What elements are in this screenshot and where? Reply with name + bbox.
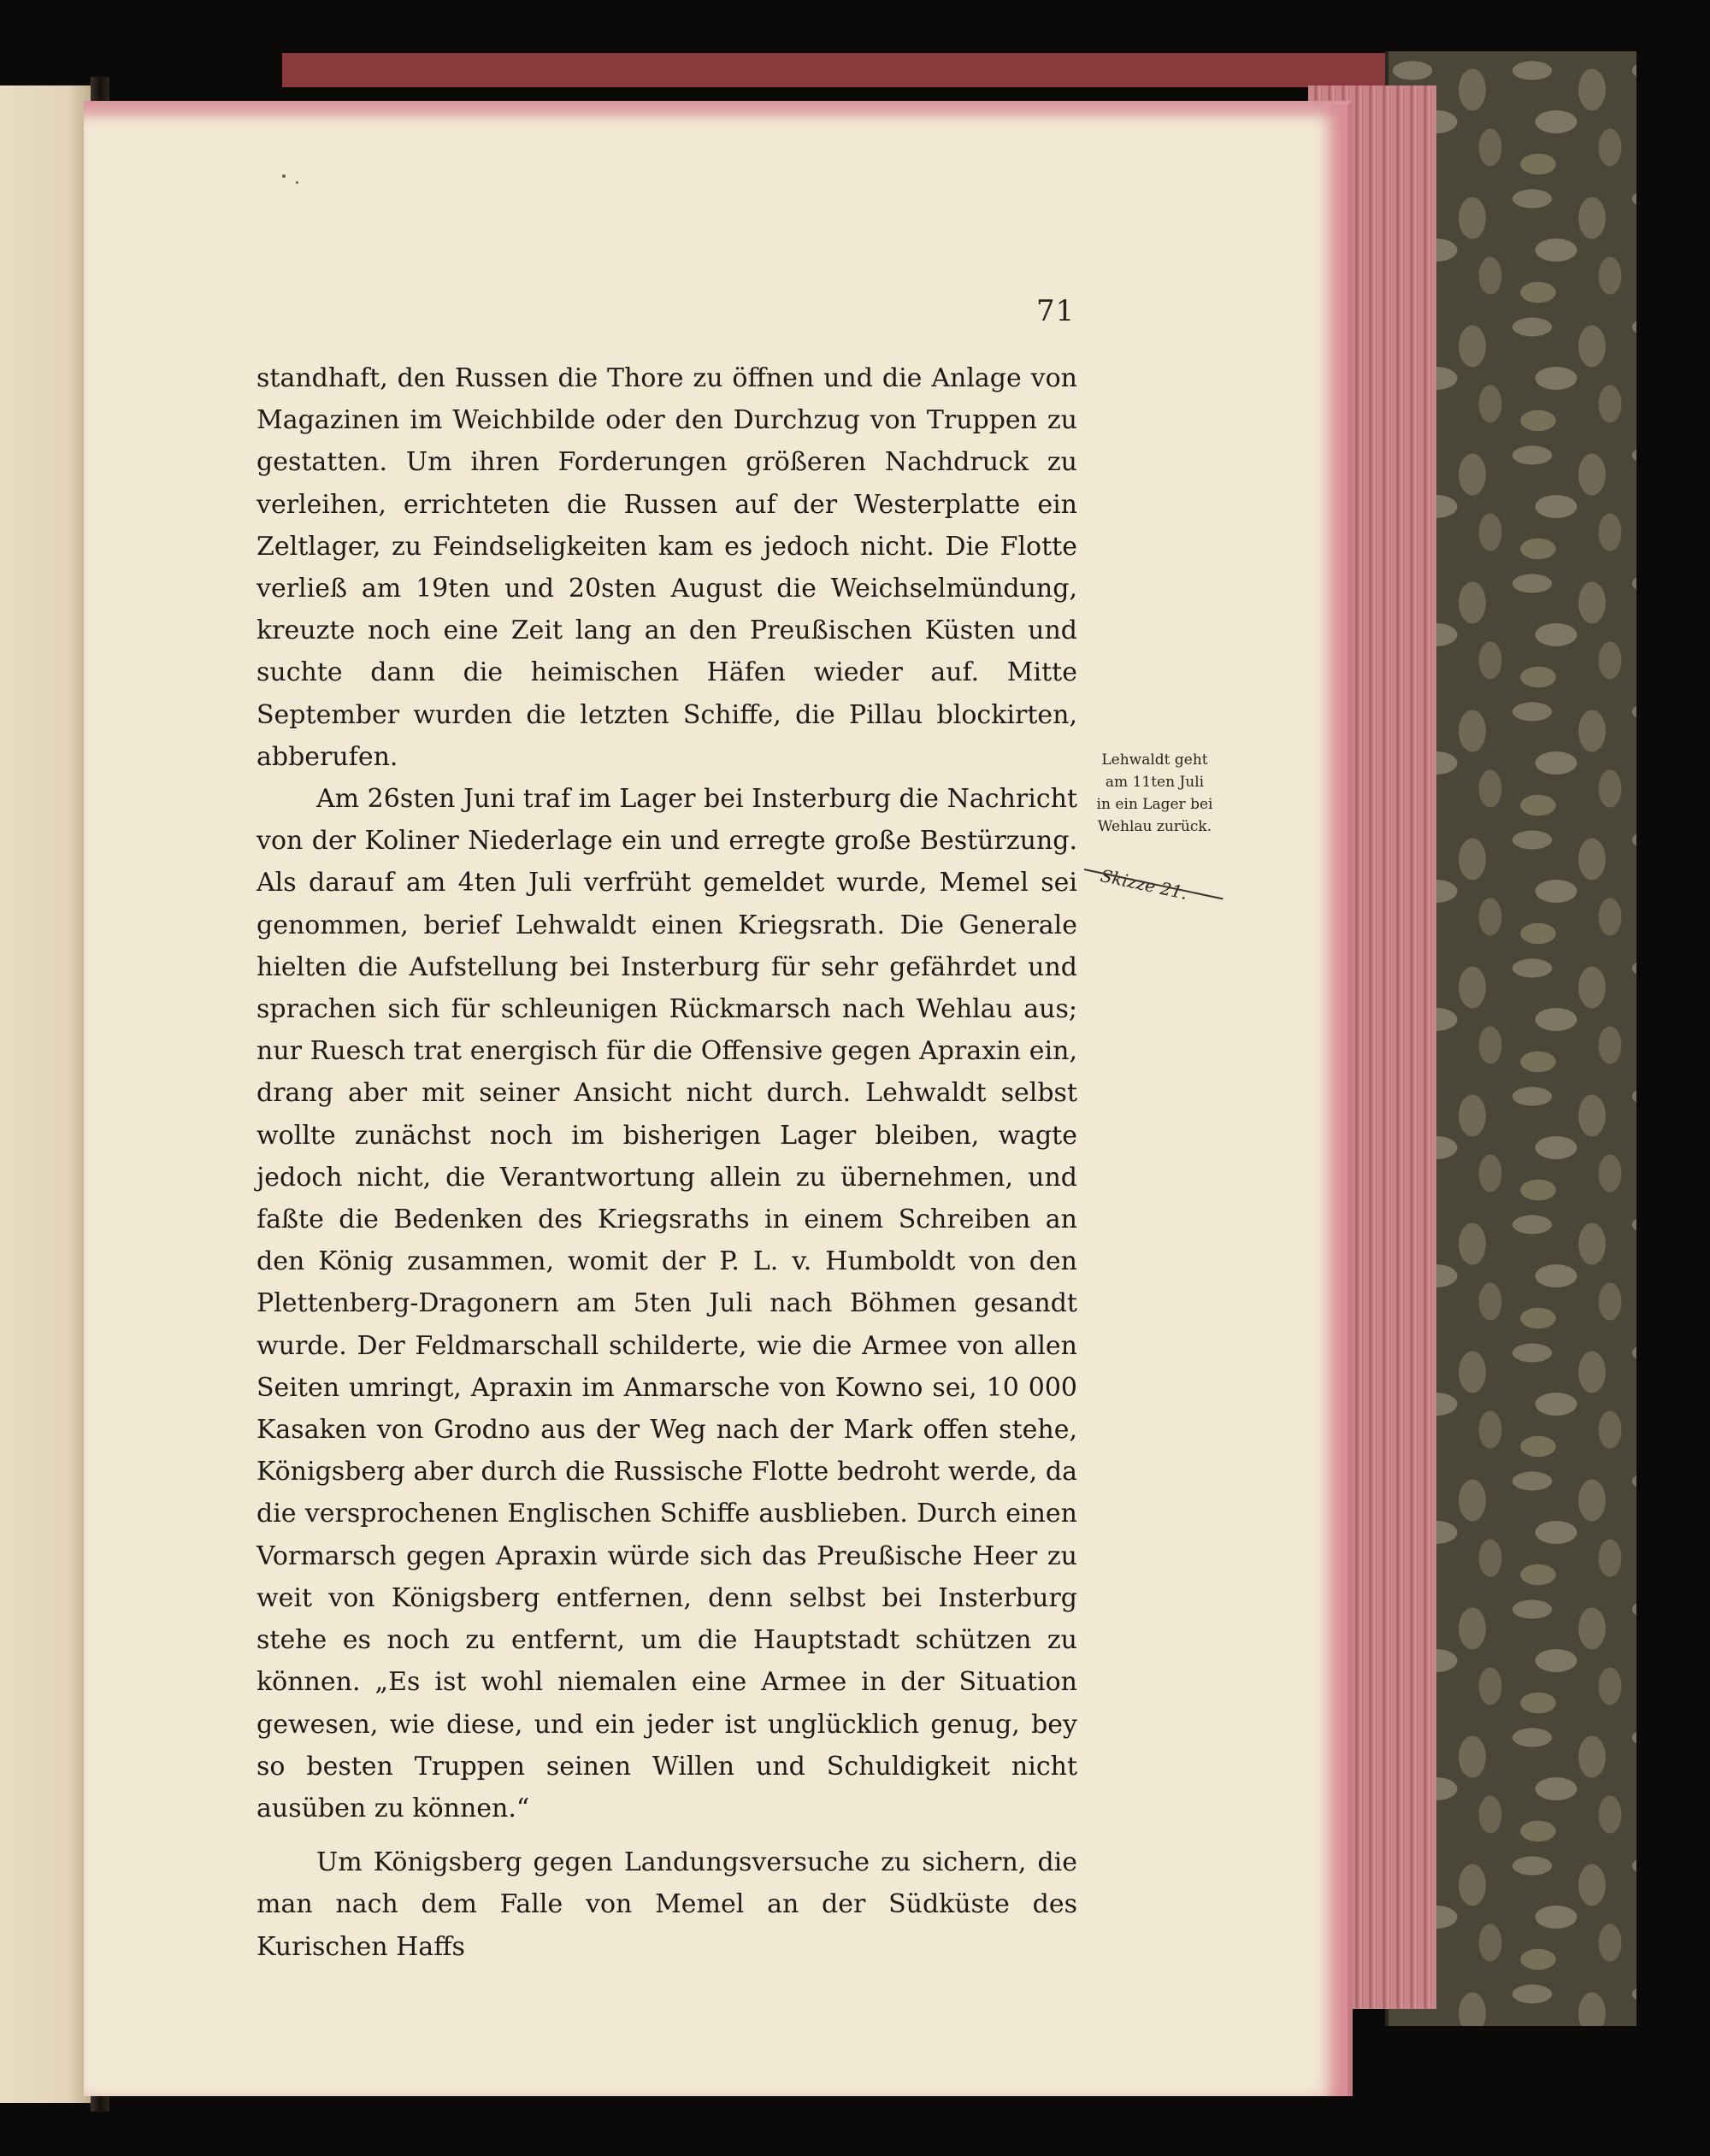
marginal-note-line: in ein Lager bei (1096, 796, 1213, 813)
page-number: 71 (1036, 294, 1076, 328)
marginal-note (1084, 749, 1225, 838)
marginal-note-line: am 11ten Juli (1105, 774, 1205, 791)
page-speck (296, 181, 298, 184)
paragraph: Um Königsberg gegen Landungsversuche zu sichern, die man nach dem Falle von Memel an der Südküste des Kurischen Haffs (256, 1847, 1077, 1962)
marginal-note-line: Wehlau zurück. (1097, 818, 1212, 835)
paragraph: Am 26sten Juni traf im Lager bei Insterburg die Nachricht von der Koliner Niederlage ein und erregte große Bestürzung. Als darauf am 4ten Juli verfrüht gemeldet wurde, Memel sei genommen, berief Lehwaldt einen Kriegsrath. Die Generale hielten die Aufstellung bei Insterburg für sehr gefährdet und sprachen sich für schleunigen Rückmarsch nach Wehlau aus; nur Ruesch trat energisch für die Offensive gegen Apraxin ein, drang aber mit seiner Ansicht nicht durch. Lehwaldt selbst wollte zunächst noch im bisherigen Lager bleiben, wagte jedoch nicht, die Verantwortung allein zu übernehmen, und faßte die Bedenken des Kriegsraths in einem Schreiben an den König zusammen, womit der P. L. v. Humboldt von den Plettenberg-Dragonern am 5ten Juli nach Böhmen gesandt wurde. Der Feldmarschall schilderte, wie die Armee von allen Seiten umringt, Apraxin im Anmarsche von Kowno sei, 10 000 Kasaken von Grodno aus der Weg nach der Mark offen stehe, Königsberg aber durch die Russische Flotte bedroht werde, da die versprochenen Englischen Schiffe ausblieben. Durch einen Vormarsch gegen Apraxin würde sich das Preußische Heer zu weit von Königsberg entfernen, denn selbst bei Insterburg stehe es noch zu entfernt, um die Hauptstadt schützen zu können. „Es ist wohl niemalen eine Armee in der Situation gewesen, wie diese, und ein jeder ist unglücklich genug, bey so besten Truppen seinen Willen und Schuldigkeit nicht ausüben zu können.“ (256, 784, 1077, 1823)
cover-top-edge (282, 53, 1539, 87)
paragraph: standhaft, den Russen die Thore zu öffnen und die Anlage von Magazinen im Weichbilde oder den Durchzug von Truppen zu gestatten. Um ihren Forderungen größeren Nachdruck zu verleihen, errichteten die Russen auf der Westerplatte ein Zeltlager, zu Feindseligkeiten kam es jedoch nicht. Die Flotte verließ am 19ten und 20sten August die Weichselmündung, kreuzte noch eine Zeit lang an den Preußischen Küsten und suchte dann die heimischen Häfen wieder auf. Mitte September wurden die letzten Schiffe, die Pillau blockirten, abberufen. (256, 363, 1077, 772)
marginal-note-line: Lehwaldt geht (1101, 751, 1208, 769)
sketch-reference: Skizze 21. (1099, 865, 1190, 904)
page-speck (282, 174, 286, 178)
body-text (256, 357, 1077, 1968)
facing-page-edge (0, 85, 96, 2103)
